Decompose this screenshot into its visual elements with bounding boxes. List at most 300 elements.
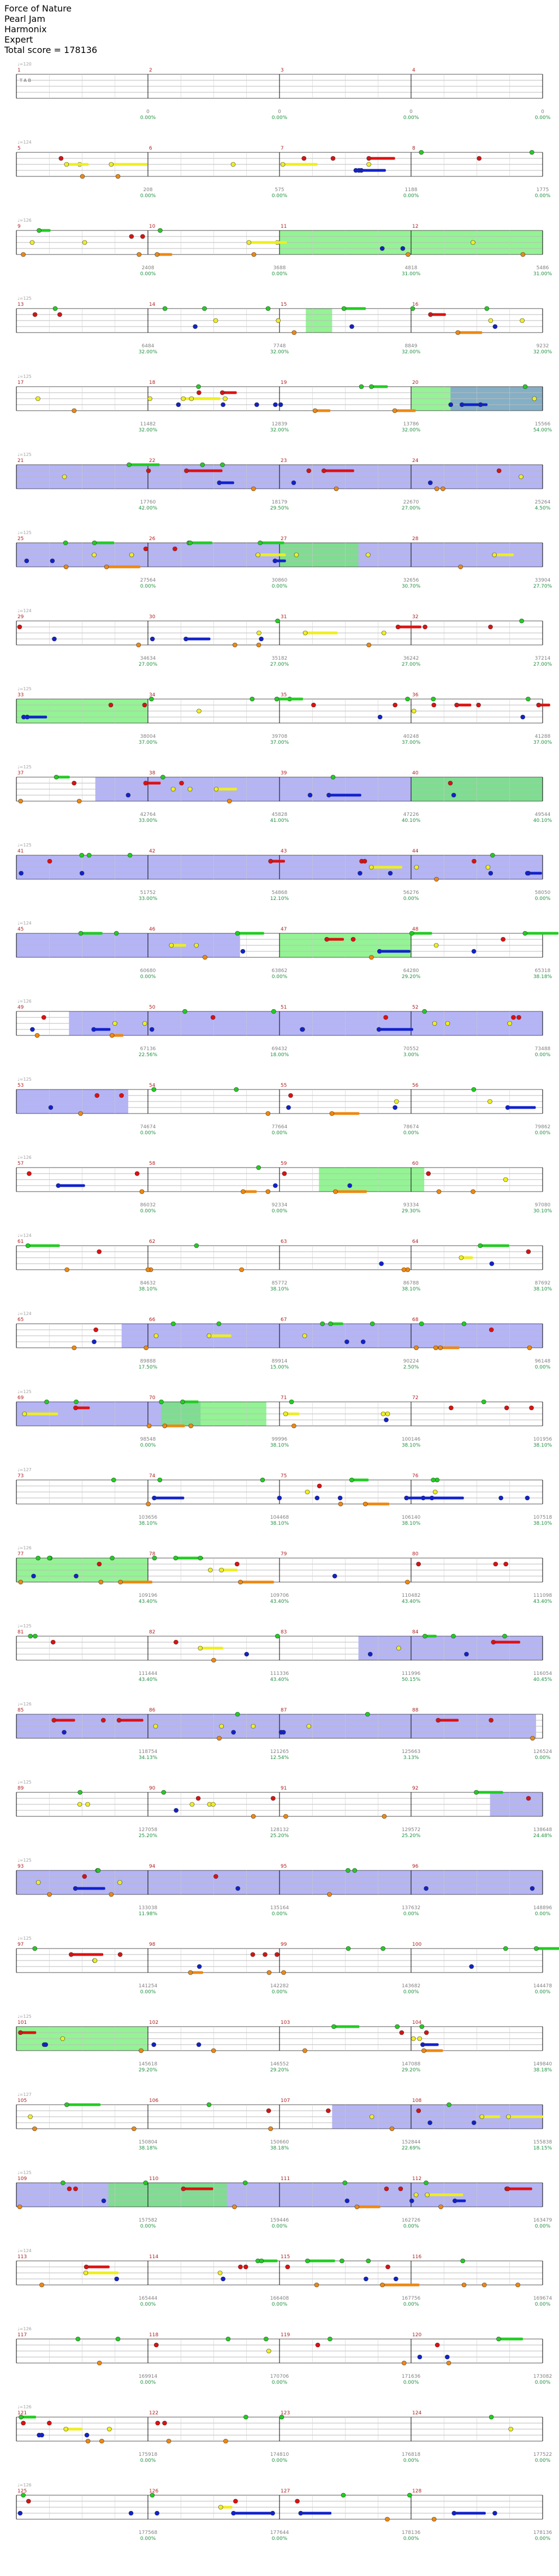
note-gem [129, 234, 134, 239]
measure-number: 67 [281, 1317, 287, 1323]
overdrive-percent: 0.00% [271, 1911, 288, 1917]
measure-number: 36 [412, 692, 419, 698]
cumulative-score: 41288 [534, 734, 551, 739]
measure-number: 125 [17, 2489, 27, 2494]
overdrive-percent: 22.69% [401, 2146, 421, 2151]
note-gem [328, 2337, 332, 2341]
song-developer: Harmonix [4, 24, 47, 34]
note-gem [456, 330, 460, 335]
measure-number: 22 [149, 458, 156, 464]
note-gem [271, 1009, 276, 1014]
note-gem [247, 240, 251, 245]
note-gem [382, 631, 386, 635]
note-gem [26, 2499, 31, 2503]
note-gem [54, 775, 58, 779]
notation-row [0, 1931, 559, 2005]
note-gem [471, 240, 475, 245]
overdrive-percent: 27.70% [533, 584, 552, 589]
note-gem [534, 1946, 538, 1951]
note-gem [359, 384, 364, 389]
cumulative-score: 67136 [140, 1046, 156, 1052]
measure-number: 80 [412, 1551, 419, 1557]
overdrive-percent: 38.10% [270, 1521, 289, 1526]
note-gem [188, 787, 192, 791]
cumulative-score: 152844 [401, 2140, 421, 2145]
overdrive-percent: 4.50% [534, 506, 551, 511]
note-gem [526, 1796, 531, 1801]
sustain-note [86, 2272, 118, 2275]
sustain-note [216, 788, 237, 791]
note-gem [211, 2048, 216, 2053]
notation-row [0, 603, 559, 678]
overdrive-percent: 0.00% [140, 584, 156, 589]
note-gem [530, 150, 534, 155]
cumulative-score: 145618 [138, 2062, 158, 2067]
note-gem [414, 2193, 418, 2197]
overdrive-percent: 0.00% [271, 1209, 288, 1214]
tempo-marking: ♩=125 [17, 1858, 32, 1863]
sustain-note [21, 2032, 37, 2034]
note-gem [393, 1105, 397, 1110]
note-gem [258, 541, 263, 545]
measure-number: 99 [281, 1942, 287, 1947]
notation-row [0, 2087, 559, 2162]
note-gem [462, 2283, 466, 2287]
note-gem [355, 2205, 359, 2209]
sustain-note [336, 1191, 367, 1193]
note-gem [459, 1256, 463, 1260]
note-gem [459, 565, 463, 569]
cumulative-score: 98548 [140, 1437, 156, 1442]
note-gem [451, 1634, 456, 1638]
tempo-marking: ♩=125 [17, 530, 32, 535]
overdrive-percent: 0.00% [534, 2302, 551, 2307]
overdrive-percent: 0.00% [403, 2224, 419, 2229]
measure-number: 58 [149, 1161, 156, 1166]
note-gem [332, 1574, 337, 1578]
measure-number: 79 [281, 1551, 287, 1557]
note-gem [19, 799, 23, 803]
note-gem [305, 2259, 310, 2263]
measure-number: 33 [17, 692, 24, 698]
overdrive-percent: 12.54% [270, 1755, 289, 1761]
overdrive-percent: 38.18% [138, 2146, 158, 2151]
sustain-note [237, 932, 264, 935]
sustain-note [480, 1245, 509, 1247]
note-gem [80, 871, 84, 875]
note-gem [153, 1724, 158, 1728]
note-gem [25, 559, 29, 563]
note-gem [22, 1412, 27, 1416]
sustain-note [258, 554, 286, 556]
note-gem [227, 799, 231, 803]
note-gem [421, 2048, 426, 2053]
overdrive-percent: 0.00% [534, 1911, 551, 1917]
note-gem [207, 1334, 211, 1338]
sustain-note [493, 1641, 520, 1644]
sustain-note [301, 2512, 331, 2515]
note-gem [406, 252, 411, 257]
notation-row [0, 682, 559, 756]
sustain-note [482, 2116, 501, 2118]
note-gem [217, 481, 222, 485]
sustain-note [75, 1887, 105, 1890]
note-gem [482, 2283, 486, 2287]
sustain-note [28, 1245, 60, 1247]
measure-number: 94 [149, 1864, 156, 1869]
cumulative-score: 575 [275, 187, 284, 193]
note-gem [266, 1111, 270, 1116]
note-gem [493, 324, 497, 329]
note-gem [194, 943, 199, 948]
note-gem [150, 637, 154, 641]
note-gem [405, 1580, 409, 1584]
note-gem [47, 1892, 52, 1897]
measure-number: 101 [17, 2020, 27, 2026]
measure-number: 40 [412, 771, 419, 776]
note-gem [478, 402, 483, 407]
note-gem [270, 2511, 275, 2515]
cumulative-score: 111098 [533, 1593, 552, 1598]
note-gem [96, 1868, 100, 1873]
staff-svg [0, 1306, 559, 1384]
note-gem [266, 2109, 271, 2113]
note-gem [341, 2493, 346, 2497]
notation-row [0, 2243, 559, 2318]
measure-number: 68 [412, 1317, 419, 1323]
sustain-note [382, 2284, 419, 2287]
cumulative-score: 58050 [534, 890, 551, 896]
note-gem [267, 1970, 271, 1975]
measure-number: 3 [281, 68, 284, 73]
measure-number: 55 [281, 1083, 287, 1088]
cumulative-score: 103656 [138, 1515, 158, 1520]
note-gem [198, 1646, 203, 1650]
measure-number: 106 [149, 2098, 159, 2104]
measure-number: 91 [281, 1786, 287, 1791]
sustain-note [71, 1953, 103, 1956]
note-gem [33, 1634, 37, 1638]
overdrive-percent: 0.00% [271, 115, 288, 121]
note-gem [198, 1556, 203, 1560]
overdrive-percent: 43.40% [270, 1599, 289, 1604]
note-gem [97, 2361, 102, 2365]
note-gem [236, 1886, 240, 1891]
note-gem [33, 1946, 37, 1951]
note-gem [287, 1105, 291, 1110]
note-gem [62, 1730, 66, 1734]
note-gem [163, 1424, 167, 1428]
note-gem [295, 2499, 300, 2503]
cumulative-score: 92334 [271, 1203, 288, 1208]
overdrive-percent: 0.00% [534, 193, 551, 199]
note-gem [235, 1712, 240, 1716]
note-gem [472, 2121, 476, 2125]
measure-number: 77 [17, 1551, 24, 1557]
staff-svg [0, 1541, 559, 1619]
note-gem [377, 949, 382, 954]
measure-number: 74 [149, 1473, 156, 1479]
tempo-marking: ♩=124 [17, 608, 32, 613]
cumulative-score: 79862 [534, 1124, 551, 1130]
tab-clef: T A B [20, 78, 31, 83]
note-gem [146, 1268, 150, 1272]
measure-number: 75 [281, 1473, 287, 1479]
staff-svg [0, 760, 559, 838]
notation-row [0, 447, 559, 522]
measure-number: 27 [281, 536, 287, 542]
tempo-marking: ♩=120 [17, 62, 32, 67]
note-gem [117, 1718, 121, 1722]
note-gem [163, 2421, 167, 2425]
note-gem [155, 2511, 159, 2515]
measure-number: 51 [281, 1005, 287, 1010]
note-gem [439, 2205, 443, 2209]
note-gem [194, 1243, 199, 1248]
measure-number: 28 [412, 536, 419, 542]
note-gem [232, 2205, 236, 2209]
note-gem [364, 2277, 368, 2281]
measure-number: 17 [17, 380, 24, 386]
measure-number: 78 [149, 1551, 156, 1557]
sustain-note [190, 542, 212, 544]
sustain-note [525, 932, 558, 935]
overdrive-percent: 0.00% [534, 1052, 551, 1058]
note-gem [489, 1718, 493, 1722]
cumulative-score: 56276 [403, 890, 419, 896]
note-gem [238, 2265, 242, 2269]
overdrive-percent: 0.00% [403, 1911, 419, 1917]
note-gem [245, 1652, 249, 1656]
measure-number: 26 [149, 536, 156, 542]
measure-number: 84 [412, 1630, 419, 1635]
note-gem [72, 1346, 76, 1350]
overdrive-percent: 37.00% [270, 740, 289, 745]
note-gem [384, 1015, 388, 1020]
cumulative-score: 109706 [270, 1593, 289, 1598]
cumulative-score: 37214 [534, 656, 551, 661]
note-gem [19, 2030, 23, 2035]
measure-number: 102 [149, 2020, 159, 2026]
notation-row [0, 2165, 559, 2240]
overdrive-percent: 50.15% [401, 1677, 421, 1683]
note-gem [263, 1952, 267, 1957]
sustain-note [412, 932, 432, 935]
note-gem [447, 2361, 451, 2365]
cumulative-score: 12839 [271, 422, 288, 427]
note-gem [492, 2511, 497, 2515]
note-gem [302, 1334, 307, 1338]
sustain-note [454, 2512, 486, 2515]
overdrive-percent: 0.00% [534, 2536, 551, 2542]
note-gem [395, 2024, 400, 2029]
note-gem [95, 1093, 99, 1098]
cumulative-score: 174810 [270, 2452, 289, 2457]
staff-svg [0, 994, 559, 1072]
note-gem [480, 2115, 484, 2119]
note-gem [18, 2511, 22, 2515]
overdrive-percent: 0.00% [403, 1130, 419, 1136]
notation-row [0, 1775, 559, 1849]
cumulative-score: 148896 [533, 1905, 552, 1911]
overdrive-percent: 18.00% [270, 1052, 289, 1058]
cumulative-score: 51752 [140, 890, 156, 896]
overdrive-percent: 31.00% [533, 271, 552, 277]
overdrive-percent: 38.10% [270, 1443, 289, 1448]
overdrive-percent: 0.00% [140, 271, 156, 277]
note-gem [530, 1886, 534, 1891]
note-gem [461, 2259, 465, 2263]
overdrive-percent: 0.00% [403, 2302, 419, 2307]
note-gem [49, 1105, 53, 1110]
measure-number: 66 [149, 1317, 156, 1323]
note-gem [420, 2042, 425, 2047]
measure-number: 128 [412, 2489, 422, 2494]
cumulative-score: 109196 [138, 1593, 158, 1598]
overdrive-percent: 34.13% [138, 1755, 158, 1761]
notation-row [0, 1462, 559, 1537]
overdrive-percent: 43.40% [138, 1599, 158, 1604]
note-gem [97, 1562, 102, 1566]
cumulative-score: 150804 [138, 2140, 158, 2145]
sustain-note [352, 1479, 368, 1482]
song-title: Force of Nature [4, 3, 72, 14]
note-gem [281, 162, 285, 167]
staff-svg [0, 213, 559, 291]
overdrive-percent: 38.10% [533, 1521, 552, 1526]
note-gem [315, 1496, 319, 1500]
measure-number: 4 [412, 68, 415, 73]
overdrive-percent: 0.00% [140, 1443, 156, 1448]
note-gem [328, 1322, 332, 1326]
overdrive-percent: 40.10% [533, 818, 552, 824]
note-gem [99, 2439, 104, 2443]
note-gem [288, 1093, 293, 1098]
note-gem [65, 1268, 69, 1272]
sustain-note [379, 950, 411, 953]
note-gem [109, 703, 113, 707]
note-gem [250, 697, 254, 701]
cumulative-score: 40248 [403, 734, 419, 739]
note-gem [115, 2277, 119, 2281]
overdrive-percent: 0.00% [271, 193, 288, 199]
note-gem [520, 619, 524, 623]
note-gem [445, 1021, 450, 1026]
measure-number: 2 [149, 68, 152, 73]
note-gem [271, 1796, 275, 1801]
note-gem [334, 487, 338, 491]
note-gem [219, 1568, 224, 1572]
staff-svg [0, 2400, 559, 2478]
notation-row [0, 994, 559, 1068]
note-gem [516, 2283, 520, 2287]
overdrive-percent: 0.00% [534, 115, 551, 121]
tempo-marking: ♩=126 [17, 218, 32, 223]
overdrive-percent: 31.00% [401, 271, 421, 277]
overdrive-percent: 0.00% [534, 2458, 551, 2464]
overdrive-percent: 0.00% [140, 2380, 156, 2385]
cumulative-score: 101956 [533, 1437, 552, 1442]
note-gem [251, 1814, 255, 1819]
note-gem [120, 1093, 124, 1098]
overdrive-percent: 0.00% [140, 1209, 156, 1214]
note-gem [139, 2048, 143, 2053]
note-gem [82, 1874, 87, 1879]
measure-number: 19 [281, 380, 287, 386]
cumulative-score: 27564 [140, 578, 156, 583]
note-gem [259, 637, 264, 641]
staff-svg [0, 1775, 559, 1853]
measure-number: 123 [281, 2411, 290, 2416]
note-gem [104, 565, 109, 569]
cumulative-score: 35182 [271, 656, 288, 661]
measure-number: 104 [412, 2020, 422, 2026]
note-gem [21, 2421, 26, 2425]
note-gem [144, 1346, 148, 1350]
note-gem [114, 931, 118, 935]
note-gem [87, 853, 91, 857]
overdrive-percent: 25.20% [270, 1833, 289, 1839]
overdrive-percent: 0.00% [271, 2536, 288, 2542]
sustain-note [249, 241, 287, 244]
cumulative-score: 0 [409, 109, 413, 115]
note-gem [366, 2259, 371, 2263]
note-gem [57, 312, 62, 317]
note-gem [217, 1736, 222, 1740]
note-gem [526, 1249, 531, 1254]
measure-number: 103 [281, 2020, 290, 2026]
note-gem [282, 1970, 286, 1975]
cumulative-score: 150660 [270, 2140, 289, 2145]
measure-number: 25 [17, 536, 24, 542]
note-gem [53, 306, 57, 311]
note-gem [159, 1400, 163, 1404]
note-gem [142, 1021, 147, 1026]
notation-row [0, 2400, 559, 2474]
staff-svg [0, 1931, 559, 2009]
note-gem [283, 1412, 288, 1416]
measure-number: 87 [281, 1708, 287, 1713]
note-gem [414, 1346, 419, 1350]
note-gem [174, 1640, 178, 1644]
note-gem [231, 2511, 236, 2515]
note-gem [61, 2036, 65, 2041]
note-gem [302, 156, 306, 161]
sustain-note [94, 1028, 111, 1031]
note-gem [394, 2277, 398, 2281]
note-gem [35, 396, 40, 401]
note-gem [196, 1796, 200, 1801]
notation-row [0, 2009, 559, 2083]
note-gem [436, 1718, 441, 1722]
note-gem [129, 2511, 133, 2515]
cumulative-score: 142282 [270, 1983, 289, 1989]
note-gem [472, 949, 476, 954]
note-gem [19, 871, 23, 875]
staff-svg [0, 1072, 559, 1150]
measure-number: 42 [149, 849, 156, 854]
cumulative-score: 69432 [271, 1046, 288, 1052]
measure-number: 48 [412, 927, 419, 932]
notation-row [0, 2322, 559, 2396]
overdrive-percent: 0.00% [271, 584, 288, 589]
tempo-marking: ♩=125 [17, 843, 32, 848]
overdrive-percent: 41.00% [270, 818, 289, 824]
tempo-marking: ♩=125 [17, 765, 32, 769]
note-gem [428, 481, 432, 485]
cumulative-score: 177644 [270, 2530, 289, 2536]
cumulative-score: 100146 [401, 1437, 421, 1442]
